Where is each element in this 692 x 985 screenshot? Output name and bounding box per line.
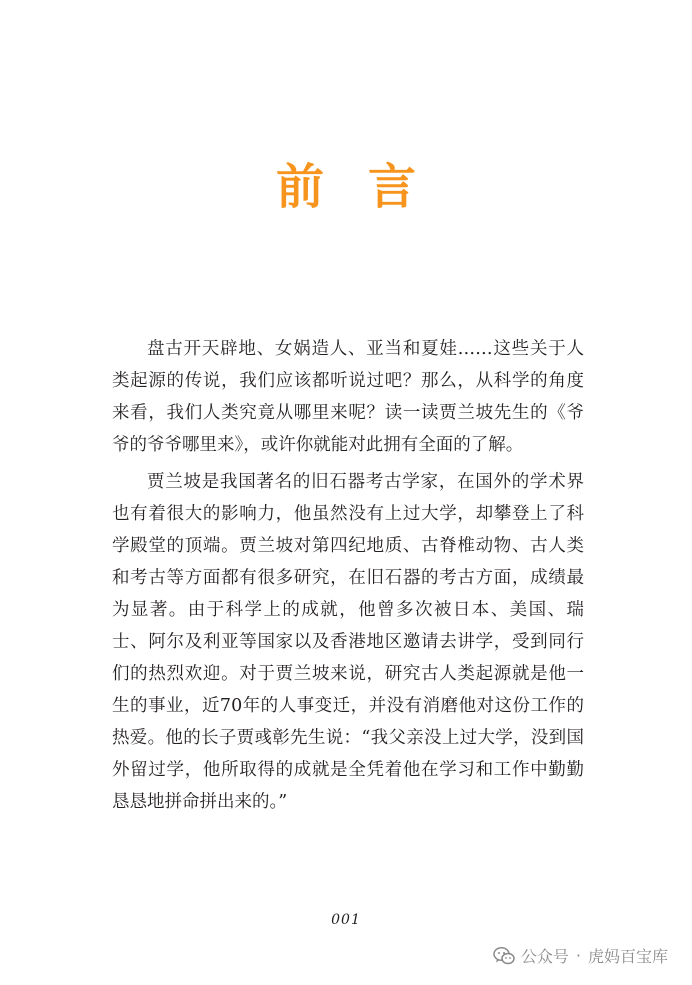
watermark-separator: · bbox=[575, 946, 581, 965]
body-text bbox=[112, 333, 584, 823]
page-title: 前言 bbox=[275, 159, 460, 215]
wechat-icon bbox=[493, 946, 515, 966]
paragraph-intro: 盘古开天辟地、女娲造人、亚当和夏娃……这些关于人类起源的传说，我们应该都听说过吧？那么，从科学的角度来看，我们人类究竟从哪里来呢？读一读贾兰坡先生的《爷爷的爷爷哪里来》，或许你就能对此拥有全面的了解。 bbox=[112, 339, 584, 455]
watermark bbox=[493, 944, 668, 967]
watermark-prefix: 公众号 bbox=[520, 947, 569, 966]
page-number: 001 bbox=[331, 912, 361, 928]
paragraph-biography: 贾兰坡是我国著名的旧石器考古学家，在国外的学术界也有着很大的影响力，他虽然没有上过大学，却攀登上了科学殿堂的顶端。贾兰坡对第四纪地质、古脊椎动物、古人类和考古等方面都有很多研究，在旧石器的考古方面，成绩最为显著。由于科学上的成就，他曾多次被日本、美国、瑞士、阿尔及利亚等国家以及香港地区邀请去讲学，受到同行们的热烈欢迎。对于贾兰坡来说，研究古人类起源就是他一生的事业，近70年的人事变迁，并没有消磨他对这份工作的热爱。他的长子贾彧彰先生说：“我父亲没上过大学，没到国外留过学，他所取得的成就是全凭着他在学习和工作中勤勤恳恳地拼命拼出来的。” bbox=[112, 472, 584, 812]
watermark-account: 虎妈百宝库 bbox=[587, 947, 668, 966]
